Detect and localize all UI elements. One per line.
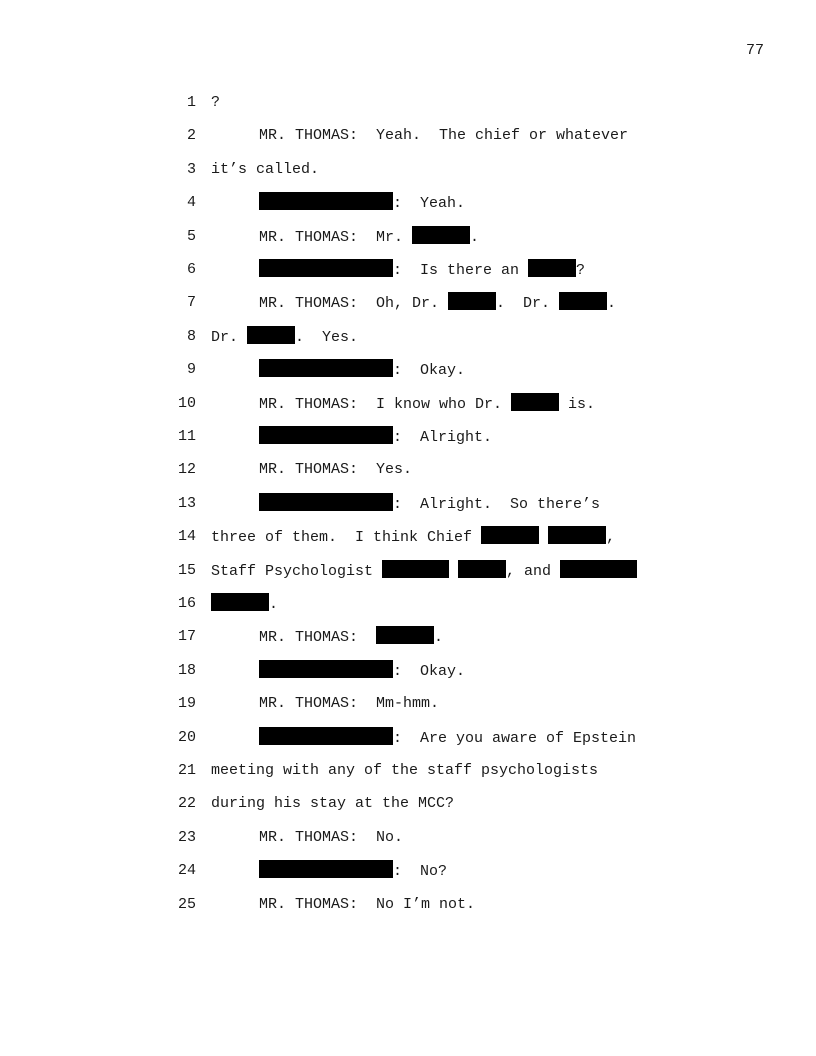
text-segment: MR. THOMAS: Oh, Dr. [259,295,449,313]
line-number: 10 [177,394,196,412]
redaction-block [259,426,393,444]
text-segment [539,529,548,546]
line-number: 12 [177,461,196,479]
line-text [211,393,595,416]
transcript-line [0,626,816,648]
line-number: 1 [186,94,196,111]
line-text [211,760,598,782]
line-number: 18 [177,661,196,679]
transcript-line [0,526,816,548]
text-segment: ? [576,262,586,279]
redaction-block [259,727,393,745]
line-number: 15 [177,561,196,579]
transcript-line [0,426,816,448]
text-segment: : Alright. [393,429,493,446]
transcript-line [0,192,816,214]
redaction-block [559,292,607,310]
text-segment: Staff Psychologist [211,562,383,580]
line-text [211,192,465,215]
text-segment: MR. THOMAS: Yes. [259,461,413,479]
text-segment: ? [211,94,221,111]
redaction-block [481,526,539,544]
line-text [211,92,220,114]
line-number: 5 [186,227,196,245]
transcript-line [0,359,816,381]
line-number: 4 [186,194,196,212]
redaction-block [448,292,496,310]
text-segment: MR. THOMAS: No I’m not. [259,895,476,913]
transcript-line [0,259,816,281]
line-number: 7 [186,294,196,312]
transcript-line [0,459,816,481]
redaction-block [247,326,295,344]
line-number: 17 [177,628,196,646]
transcript-line [0,560,816,582]
transcript-line [0,793,816,815]
line-text [211,326,358,349]
text-segment: : Okay. [393,662,466,680]
line-text [211,159,319,181]
line-number: 16 [177,595,196,612]
transcript-line [0,326,816,348]
transcript-line [0,493,816,515]
transcript-line [0,660,816,682]
line-text [211,259,585,282]
page-number: 77 [745,42,764,59]
redaction-block [259,192,393,210]
line-number: 6 [186,261,196,278]
text-segment: is. [559,395,596,413]
transcript-line [0,292,816,314]
text-segment: MR. THOMAS: Mm-hmm. [259,695,440,713]
transcript-line [0,693,816,715]
text-segment: . [269,596,279,613]
redaction-block [511,393,559,411]
text-segment: MR. THOMAS: No. [259,828,404,846]
transcript-line [0,393,816,415]
redaction-block [376,626,434,644]
redaction-block [259,359,393,377]
transcript-line [0,92,816,114]
redaction-block [458,560,506,578]
line-text [211,593,278,616]
line-text [211,827,403,849]
text-segment: during his stay at the MCC? [211,795,455,813]
transcript-line [0,827,816,849]
text-segment: : Okay. [393,362,466,380]
line-number: 20 [177,728,196,746]
line-text [211,793,454,815]
line-number: 21 [177,762,196,779]
line-number: 22 [177,795,196,813]
transcript-line [0,727,816,749]
line-text [211,459,412,481]
text-segment: Dr. [211,328,248,346]
text-segment: : Is there an [393,262,529,279]
text-segment: : Yeah. [393,195,466,213]
transcript-line [0,226,816,248]
text-segment: . [470,228,480,246]
transcript-line [0,860,816,882]
text-segment: . Yes. [295,328,359,346]
transcript-line [0,593,816,615]
text-segment: MR. THOMAS: I know who Dr. [259,395,512,413]
transcript-line [0,125,816,147]
line-text [211,727,636,750]
line-number: 8 [186,327,196,345]
redaction-block [259,660,393,678]
redaction-block [560,560,637,578]
text-segment: . [434,629,444,647]
line-text [211,626,443,649]
line-text [211,894,475,916]
redaction-block [259,259,393,277]
line-text [211,125,628,147]
text-segment: , [606,529,616,547]
text-segment: : Are you aware of Epstein [393,729,637,747]
line-number: 13 [177,494,196,512]
text-segment: . Dr. [496,295,560,313]
line-text [211,660,465,683]
redaction-block [259,493,393,511]
line-text [211,426,492,449]
text-segment: , and [506,562,561,580]
line-number: 9 [186,361,196,379]
text-segment: meeting with any of the staff psychologists [211,762,599,779]
text-segment: . [607,295,617,313]
text-segment: MR. THOMAS: Mr. [259,228,413,246]
line-number: 25 [177,895,196,913]
transcript-line [0,894,816,916]
text-segment: MR. THOMAS: Yeah. The chief or whatever [259,127,629,145]
line-number: 19 [177,695,196,713]
redaction-block [259,860,393,878]
line-text [211,359,465,382]
line-text [211,860,447,883]
text-segment: : No? [393,863,448,881]
text-segment: it’s called. [211,160,320,178]
line-number: 14 [177,528,196,546]
line-number: 3 [186,160,196,178]
line-number: 23 [177,828,196,846]
text-segment: : Alright. So there’s [393,495,601,513]
redaction-block [528,259,576,277]
redaction-block [382,560,449,578]
redaction-block [211,593,269,611]
redaction-block [412,226,470,244]
line-text [211,292,616,315]
line-text [211,493,600,516]
line-number: 24 [177,862,196,880]
line-text [211,226,479,249]
transcript-line [0,760,816,782]
line-number: 2 [186,127,196,145]
text-segment: MR. THOMAS: [259,629,377,647]
line-number: 11 [177,428,196,445]
line-text [211,560,637,583]
text-segment: three of them. I think Chief [211,529,482,547]
transcript-line [0,159,816,181]
line-text [211,526,615,549]
text-segment [449,563,458,580]
redaction-block [548,526,606,544]
line-text [211,693,439,715]
